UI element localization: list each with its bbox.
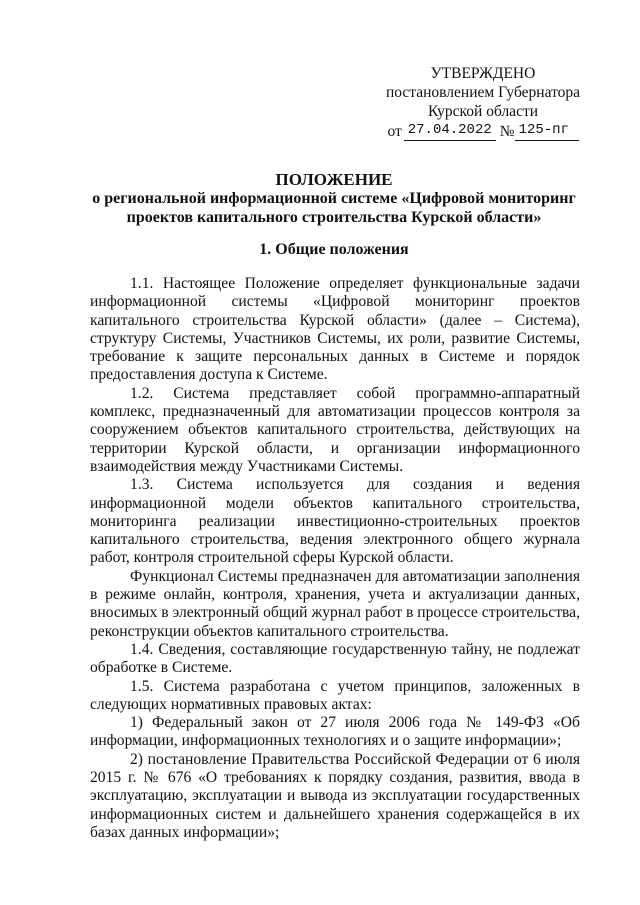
- paragraph: 1.5. Система разработана с учетом принципов, заложенных в следующих нормативных правовых актах:: [90, 677, 580, 713]
- paragraph: 1) Федеральный закон от 27 июля 2006 года № 149-ФЗ «Об информации, информационных технологиях и о защите информации»;: [90, 714, 580, 750]
- paragraph: Функционал Системы предназначен для автоматизации заполнения в режиме онлайн, контроля, хранения, учета и актуализации данных, вносимых в электронный общий журнал работ в процессе строительства, реконструкции объектов капитального строительства.: [90, 567, 580, 640]
- approval-stamp: [378, 64, 588, 141]
- approval-prefix: от: [387, 123, 402, 140]
- document-body: [90, 275, 580, 842]
- paragraph: 1.4. Сведения, составляющие государственную тайну, не подлежат обработке в Системе.: [90, 640, 580, 677]
- approval-number-sign: №: [499, 123, 515, 140]
- paragraph: 1.2. Система представляет собой программно-аппаратный комплекс, предназначенный для автоматизации процессов контроля за сооружением объектов капитального строительства, действующих на территории Курской области, и организации информационного взаимодействия между Участниками Системы.: [90, 384, 580, 475]
- approval-date: 27.04.2022: [404, 121, 496, 141]
- approval-date-number: [378, 121, 588, 141]
- title-subtitle-line2: проектов капитального строительства Курской области»: [126, 209, 542, 226]
- approval-number: 125-пг: [515, 121, 579, 141]
- title-subtitle-line1: о региональной информационной системе «Цифровой мониторинг: [92, 190, 576, 207]
- document-title: [60, 170, 608, 227]
- paragraph: 1.3. Система используется для создания и ведения информационной модели объектов капитального строительства, мониторинга реализации инвестиционно-строительных проектов капитального строительства, ведения электронного общего журнала работ, контроля строительной сферы Курской области.: [90, 476, 580, 567]
- title-heading: ПОЛОЖЕНИЕ: [275, 170, 393, 189]
- paragraph: 1.1. Настоящее Положение определяет функциональные задачи информационной системы «Цифровой мониторинг проектов капитального строительства Курской области» (далее – Система), структуру Системы, Участников Системы, их роли, развитие Системы, требование к защите персональных данных в Системе и порядок предоставления доступа к Системе.: [90, 275, 580, 384]
- approval-title: УТВЕРЖДЕНО: [430, 65, 536, 82]
- paragraph: 2) постановление Правительства Российской Федерации от 6 июля 2015 г. № 676 «О требованиях к порядку создания, развития, ввода в эксплуатацию, эксплуатации и вывода из эксплуатации государственных информационных систем и дальнейшего хранения содержащейся в их базах данных информации»;: [90, 750, 580, 841]
- section-heading: 1. Общие положения: [259, 241, 409, 258]
- approval-line-region: Курской области: [427, 103, 539, 120]
- approval-line-decree: постановлением Губернатора: [385, 84, 581, 101]
